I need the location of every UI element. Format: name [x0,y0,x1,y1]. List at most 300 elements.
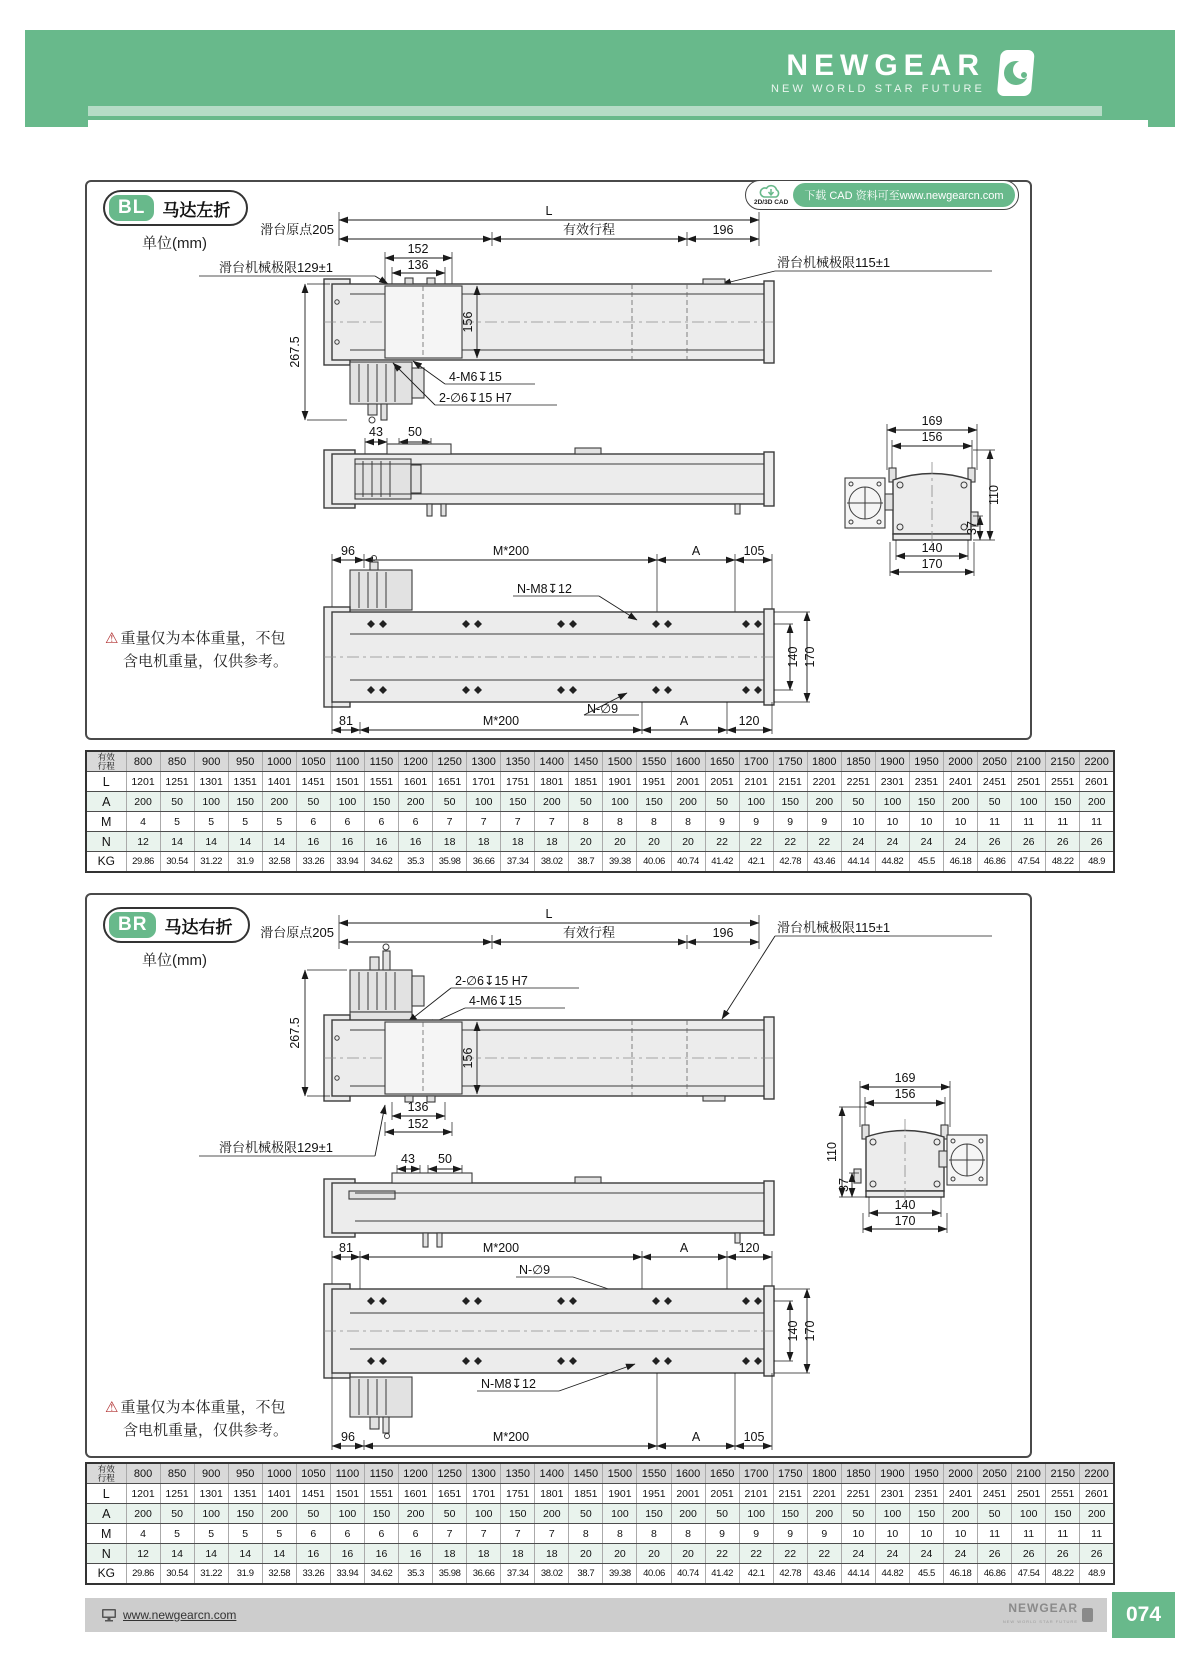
spec-cell: 47.54 [1012,1564,1046,1584]
spec-cell: 11 [978,1524,1012,1544]
bl-motor-side [355,459,421,499]
spec-cell: 8 [671,812,705,832]
spec-cell: 4 [126,812,160,832]
spec-cell: 1401 [262,1484,296,1504]
spec-cell: 10 [841,812,875,832]
spec-cell: 50 [569,1504,603,1524]
spec-cell: 50 [705,792,739,812]
spec-cell: 37.34 [501,1564,535,1584]
dim-label: 81 [339,1241,353,1255]
spec-cell: 5 [262,1524,296,1544]
dim-label: 81 [339,714,353,728]
spec-row [86,852,1114,872]
spec-cell: 16 [364,832,398,852]
spec-cell: 30.54 [160,852,194,872]
spec-row-label: L [86,772,126,792]
spec-cell: 38.02 [535,852,569,872]
spec-cell: 1801 [535,772,569,792]
spec-cell: 100 [875,1504,909,1524]
stroke-value: 900 [194,751,228,772]
spec-cell: 14 [160,1544,194,1564]
spec-row-label: M [86,1524,126,1544]
dim-label: A [679,714,689,728]
spec-cell: 1501 [330,1484,364,1504]
stroke-value: 1700 [739,751,773,772]
spec-cell: 200 [262,1504,296,1524]
spec-cell: 45.5 [909,1564,943,1584]
dim-label: L [545,907,553,921]
spec-cell: 26 [1080,1544,1114,1564]
spec-cell: 1651 [433,1484,467,1504]
br-end-view [825,1071,987,1233]
spec-cell: 5 [228,812,262,832]
warning-icon: ⚠ [105,630,119,647]
spec-row [86,1504,1114,1524]
stroke-value: 1600 [671,1463,705,1484]
stroke-value: 1600 [671,751,705,772]
spec-cell: 6 [296,1524,330,1544]
spec-cell: 150 [637,792,671,812]
dim-label: L [545,204,553,218]
bl-motor-bottom [350,556,412,611]
spec-cell: 26 [1080,832,1114,852]
spec-cell: 9 [773,1524,807,1544]
spec-cell: 9 [773,812,807,832]
spec-row-label: M [86,812,126,832]
spec-cell: 150 [773,1504,807,1524]
spec-cell: 39.38 [603,852,637,872]
stroke-value: 1800 [807,751,841,772]
spec-cell: 41.42 [705,852,739,872]
dim-label: N-M8↧12 [517,582,572,596]
spec-cell: 5 [194,812,228,832]
spec-cell: 1201 [126,772,160,792]
bl-bottom-view [324,544,817,734]
dim-label: 滑台原点205 [260,222,334,237]
spec-cell: 24 [841,832,875,852]
bl-technical-drawing [87,182,1034,742]
page-number: 074 [1112,1592,1175,1638]
spec-cell: 48.22 [1046,852,1080,872]
dim-label: 140 [786,1320,800,1342]
stroke-value: 1500 [603,1463,637,1484]
dim-label: 有效行程 [562,222,616,237]
spec-cell: 7 [467,812,501,832]
spec-cell: 10 [909,1524,943,1544]
dim-label: 152 [407,242,429,256]
spec-cell: 8 [569,1524,603,1544]
spec-cell: 16 [330,1544,364,1564]
spec-cell: 2351 [909,772,943,792]
stroke-value: 2050 [978,751,1012,772]
dim-label: M*200 [482,714,520,728]
stroke-value: 900 [194,1463,228,1484]
spec-cell: 20 [671,832,705,852]
dim-label: A [691,1430,701,1444]
dim-label: 105 [743,1430,765,1444]
spec-cell: 2601 [1080,1484,1114,1504]
spec-cell: 16 [399,832,433,852]
spec-cell: 2151 [773,772,807,792]
spec-cell: 1851 [569,1484,603,1504]
stroke-value: 1900 [875,751,909,772]
spec-cell: 44.82 [875,1564,909,1584]
dim-label: 43 [401,1152,415,1166]
spec-cell: 9 [739,812,773,832]
spec-cell: 46.86 [978,852,1012,872]
stroke-value: 1850 [841,751,875,772]
stroke-value: 2100 [1012,1463,1046,1484]
dim-label: 169 [894,1071,916,1085]
spec-cell: 29.86 [126,1564,160,1584]
spec-cell: 150 [364,1504,398,1524]
spec-cell: 200 [535,1504,569,1524]
spec-cell: 100 [467,1504,501,1524]
spec-cell: 2401 [944,1484,978,1504]
spec-cell: 26 [1012,832,1046,852]
brand-tagline: NEW WORLD STAR FUTURE [770,83,985,95]
dim-label: A [691,544,701,558]
spec-cell: 50 [160,792,194,812]
dim-label: 2-∅6↧15 H7 [455,974,528,988]
spec-cell: 100 [330,792,364,812]
spec-cell: 150 [228,1504,262,1524]
spec-row [86,1544,1114,1564]
spec-row-label: N [86,832,126,852]
spec-cell: 10 [944,812,978,832]
spec-cell: 10 [875,812,909,832]
spec-cell: 7 [535,1524,569,1544]
spec-cell: 2101 [739,1484,773,1504]
spec-cell: 43.46 [807,1564,841,1584]
stroke-value: 1100 [330,1463,364,1484]
section-bl [85,180,1032,740]
spec-cell: 30.54 [160,1564,194,1584]
spec-cell: 24 [875,1544,909,1564]
spec-cell: 34.62 [364,1564,398,1584]
spec-cell: 8 [671,1524,705,1544]
stroke-value: 2000 [944,751,978,772]
spec-cell: 200 [1080,1504,1114,1524]
spec-cell: 42.1 [739,1564,773,1584]
spec-cell: 11 [1046,812,1080,832]
spec-cell: 29.86 [126,852,160,872]
spec-cell: 20 [637,832,671,852]
bl-motor-top [350,362,424,423]
footer-bar [85,1598,1107,1632]
bl-end-view [845,414,1001,576]
spec-cell: 50 [841,792,875,812]
dim-label: 96 [341,544,355,558]
spec-cell: 200 [807,1504,841,1524]
stroke-value: 850 [160,1463,194,1484]
dim-label: 滑台机械极限115±1 [777,920,891,935]
spec-cell: 46.86 [978,1564,1012,1584]
dim-label: 滑台原点205 [260,925,334,940]
spec-cell: 100 [603,1504,637,1524]
spec-cell: 1551 [364,772,398,792]
section-br [85,893,1032,1458]
header-stripe-white [88,120,1148,127]
stroke-value: 2150 [1046,751,1080,772]
spec-cell: 2451 [978,1484,1012,1504]
dim-label: 105 [743,544,765,558]
dim-label: 169 [921,414,943,428]
spec-cell: 200 [262,792,296,812]
spec-cell: 200 [126,792,160,812]
spec-cell: 5 [262,812,296,832]
spec-cell: 18 [433,832,467,852]
spec-cell: 50 [296,792,330,812]
spec-cell: 2151 [773,1484,807,1504]
spec-cell: 26 [1046,832,1080,852]
spec-cell: 24 [875,832,909,852]
spec-cell: 18 [433,1544,467,1564]
spec-cell: 6 [399,812,433,832]
spec-cell: 6 [399,1524,433,1544]
spec-cell: 1701 [467,772,501,792]
cad-download-badge[interactable] [745,180,1019,210]
footer-brand: NEWGEAR NEW WORLD STAR FUTURE [1003,1603,1093,1627]
footer-brand-mark-icon [1082,1608,1093,1622]
br-top-view [199,907,992,1156]
spec-cell: 46.18 [944,852,978,872]
spec-cell: 42.78 [773,852,807,872]
stroke-value: 1900 [875,1463,909,1484]
spec-cell: 38.02 [535,1564,569,1584]
spec-cell: 24 [944,832,978,852]
dim-label: 4-M6↧15 [449,370,502,384]
spec-cell: 20 [603,1544,637,1564]
spec-cell: 100 [1012,792,1046,812]
spec-cell: 200 [126,1504,160,1524]
br-spec-table [85,1462,1115,1585]
spec-cell: 1301 [194,772,228,792]
dim-label: N-M8↧12 [481,1377,536,1391]
spec-cell: 20 [569,1544,603,1564]
stroke-value: 1450 [569,751,603,772]
spec-cell: 34.62 [364,852,398,872]
spec-cell: 22 [739,832,773,852]
spec-cell: 2251 [841,772,875,792]
spec-cell: 1401 [262,772,296,792]
dim-label: 4-M6↧15 [469,994,522,1008]
spec-row-label: A [86,1504,126,1524]
spec-cell: 200 [399,1504,433,1524]
spec-cell: 22 [773,832,807,852]
spec-cell: 2551 [1046,1484,1080,1504]
spec-cell: 42.78 [773,1564,807,1584]
spec-cell: 2501 [1012,1484,1046,1504]
stroke-value: 1250 [433,1463,467,1484]
br-motor-top [350,944,424,1020]
brand-name: NEWGEAR [786,49,985,82]
spec-cell: 18 [535,1544,569,1564]
spec-cell: 8 [603,812,637,832]
br-motor-bottom [350,1377,412,1439]
spec-cell: 5 [194,1524,228,1544]
spec-cell: 1701 [467,1484,501,1504]
spec-cell: 11 [1012,1524,1046,1544]
spec-cell: 7 [433,1524,467,1544]
stroke-value: 950 [228,1463,262,1484]
spec-cell: 50 [160,1504,194,1524]
spec-cell: 7 [501,1524,535,1544]
br-weight-note: ⚠ 重量仅为本体重量，不包 含电机重量，仅供参考。 [105,1399,289,1439]
stroke-header: 有效 行程 [86,751,126,772]
spec-cell: 9 [705,1524,739,1544]
spec-cell: 22 [739,1544,773,1564]
spec-cell: 8 [603,1524,637,1544]
spec-cell: 40.74 [671,852,705,872]
spec-cell: 9 [739,1524,773,1544]
bl-weight-note: ⚠ 重量仅为本体重量，不包 含电机重量，仅供参考。 [105,630,289,670]
spec-cell: 10 [875,1524,909,1544]
spec-cell: 14 [160,832,194,852]
stroke-value: 2050 [978,1463,1012,1484]
stroke-value: 1300 [467,751,501,772]
spec-cell: 38.7 [569,1564,603,1584]
spec-cell: 200 [807,792,841,812]
spec-cell: 6 [296,812,330,832]
bl-side-view [324,425,774,516]
spec-cell: 1551 [364,1484,398,1504]
stroke-value: 850 [160,751,194,772]
spec-cell: 1901 [603,772,637,792]
spec-cell: 100 [194,1504,228,1524]
dim-label: 170 [803,646,817,668]
spec-cell: 200 [535,792,569,812]
spec-cell: 11 [1046,1524,1080,1544]
spec-cell: 200 [1080,792,1114,812]
dim-label: 110 [825,1142,839,1162]
spec-cell: 20 [671,1544,705,1564]
spec-cell: 2201 [807,1484,841,1504]
spec-cell: 40.74 [671,1564,705,1584]
spec-cell: 2051 [705,1484,739,1504]
dim-label: 170 [894,1214,916,1228]
header-stripe-light [88,106,1102,116]
spec-cell: 1351 [228,1484,262,1504]
spec-cell: 2101 [739,772,773,792]
spec-cell: 36.66 [467,852,501,872]
stroke-value: 1400 [535,751,569,772]
stroke-value: 1350 [501,1463,535,1484]
br-unit-label: 单位(mm) [142,952,207,969]
spec-cell: 31.22 [194,1564,228,1584]
spec-cell: 44.82 [875,852,909,872]
spec-cell: 16 [330,832,364,852]
stroke-value: 1300 [467,1463,501,1484]
spec-cell: 100 [467,792,501,812]
spec-cell: 1201 [126,1484,160,1504]
br-side-view [324,1152,774,1247]
spec-cell: 45.5 [909,852,943,872]
spec-row-label: KG [86,852,126,872]
spec-row [86,1524,1114,1544]
stroke-value: 1350 [501,751,535,772]
spec-cell: 42.1 [739,852,773,872]
spec-cell: 18 [501,1544,535,1564]
spec-cell: 2001 [671,772,705,792]
spec-cell: 1451 [296,1484,330,1504]
footer-site-link[interactable]: www.newgearcn.com [101,1608,236,1622]
spec-cell: 10 [841,1524,875,1544]
spec-cell: 43.46 [807,852,841,872]
brand-mark-icon [995,48,1037,98]
spec-cell: 31.9 [228,852,262,872]
stroke-value: 800 [126,1463,160,1484]
spec-cell: 48.22 [1046,1564,1080,1584]
stroke-value: 1200 [399,1463,433,1484]
stroke-value: 1000 [262,1463,296,1484]
spec-row [86,792,1114,812]
spec-cell: 50 [433,792,467,812]
spec-cell: 20 [569,832,603,852]
spec-cell: 1351 [228,772,262,792]
stroke-value: 1550 [637,1463,671,1484]
spec-cell: 2301 [875,772,909,792]
br-code-badge: BR [109,912,156,938]
spec-cell: 50 [296,1504,330,1524]
spec-cell: 150 [637,1504,671,1524]
spec-cell: 18 [501,832,535,852]
stroke-value: 1850 [841,1463,875,1484]
spec-cell: 11 [1080,812,1114,832]
stroke-value: 1950 [909,751,943,772]
bl-badge [103,190,248,226]
stroke-value: 2100 [1012,751,1046,772]
spec-cell: 26 [1012,1544,1046,1564]
spec-cell: 22 [705,1544,739,1564]
spec-cell: 32.58 [262,1564,296,1584]
spec-cell: 48.9 [1080,1564,1114,1584]
spec-cell: 100 [330,1504,364,1524]
br-technical-drawing [87,895,1034,1460]
brand-logo [771,48,1037,98]
spec-cell: 32.58 [262,852,296,872]
spec-cell: 14 [262,832,296,852]
spec-cell: 12 [126,832,160,852]
spec-row [86,812,1114,832]
cad-download-text: 下载 CAD 资料可至www.newgearcn.com [793,183,1014,207]
spec-cell: 31.22 [194,852,228,872]
spec-cell: 2201 [807,772,841,792]
spec-cell: 35.3 [399,1564,433,1584]
dim-label: 37 [965,521,979,535]
spec-cell: 33.94 [330,1564,364,1584]
stroke-value: 1450 [569,1463,603,1484]
spec-row-label: N [86,1544,126,1564]
spec-cell: 18 [467,1544,501,1564]
monitor-icon [101,1608,117,1622]
spec-cell: 35.3 [399,852,433,872]
dim-label: M*200 [492,1430,530,1444]
spec-cell: 5 [228,1524,262,1544]
warning-icon: ⚠ [105,1399,119,1416]
stroke-value: 1700 [739,1463,773,1484]
spec-cell: 200 [944,1504,978,1524]
spec-cell: 2051 [705,772,739,792]
dim-label: 136 [407,258,429,272]
spec-cell: 100 [875,792,909,812]
stroke-value: 1200 [399,751,433,772]
cad-cloud-icon: 2D/3D CAD [754,184,788,206]
spec-cell: 26 [978,1544,1012,1564]
spec-cell: 50 [569,792,603,812]
spec-cell: 8 [569,812,603,832]
spec-cell: 1301 [194,1484,228,1504]
